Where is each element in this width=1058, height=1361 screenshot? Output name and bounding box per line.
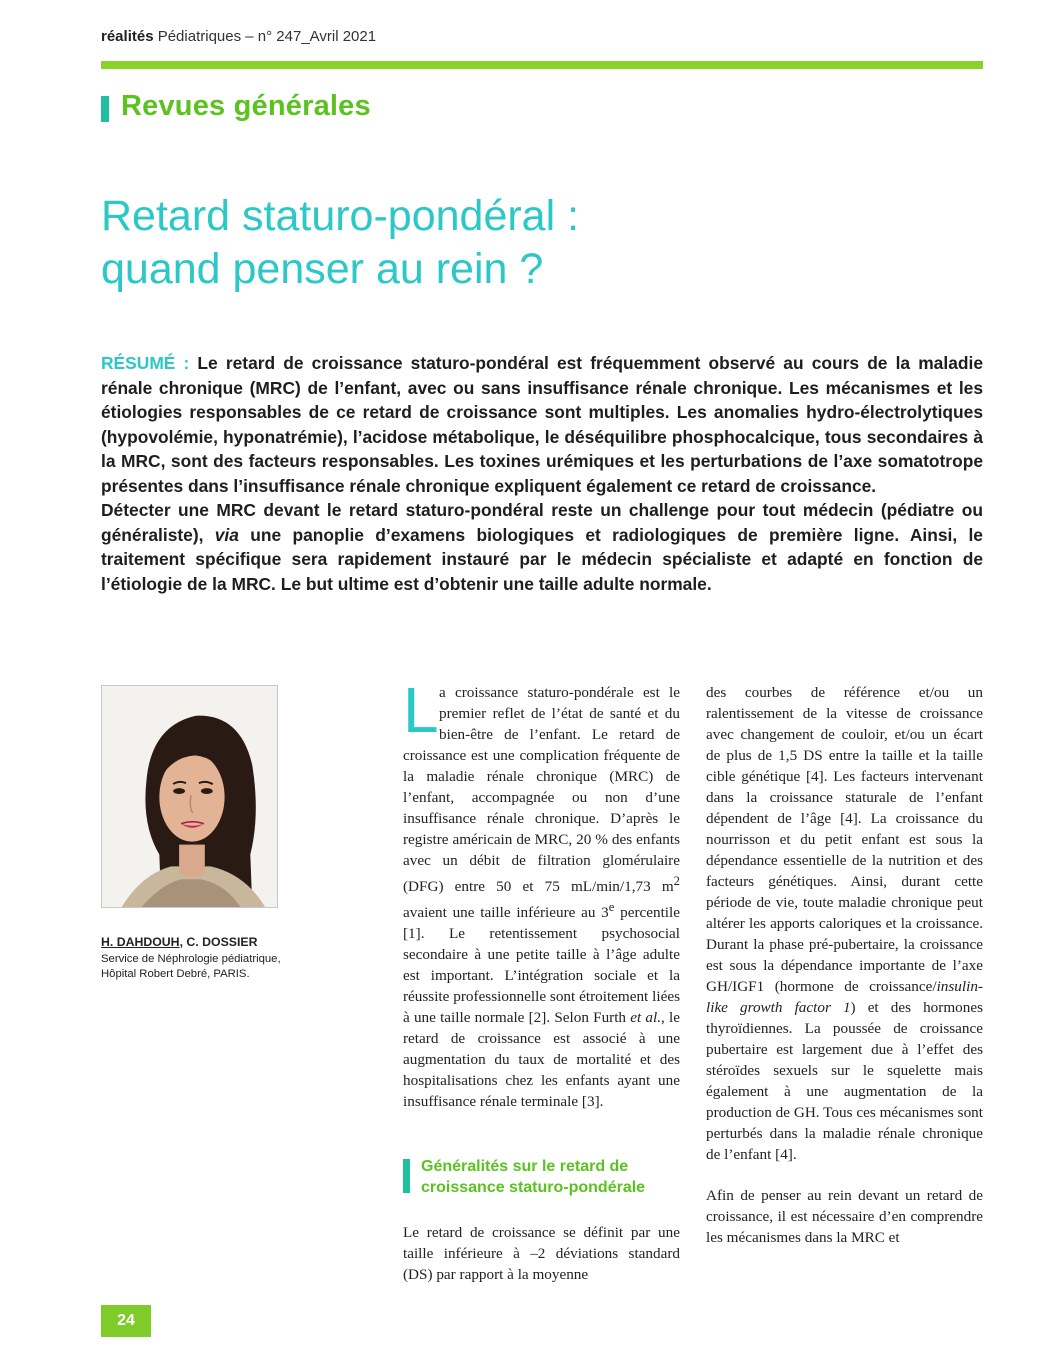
abstract-paragraph-2 xyxy=(101,498,983,596)
page-number: 24 xyxy=(101,1305,151,1337)
title-line-2: quand penser au rein ? xyxy=(101,245,544,293)
author-separator: , xyxy=(179,935,187,949)
intro-text-d: , le retard de croissance est associé à une augmentation du taux de mortalité et des hospitalisations chez les enfants ayant une insuffisance rénale terminale [3]. xyxy=(403,1009,680,1111)
body-column-1 xyxy=(403,674,680,1285)
intro-text-a: a croissance staturo-pondérale est le premier reflet de l’état de santé et du bien-être de l’enfant. Le retard de croissance est une complication fréquente de la maladie rénale chronique (MRC) de l’enfant, accompagnée ou non d’une insuffisance rénale chronique. D’après le registre américain de MRC, 20 % des enfants avec un débit de filtration glomérulaire (DFG) entre 50 et 75 mL/min/1,73 m xyxy=(403,684,680,896)
title-line-1: Retard staturo-pondéral : xyxy=(101,192,580,240)
et-al: et al. xyxy=(630,1009,662,1027)
subheading-marker xyxy=(403,1159,410,1193)
intro-text-c: percentile [1]. Le retentissement psychosocial secondaire à une petite taille à l’âge adulte est important. L’intégration sociale et la réussite professionnelle sont étroitement liées à une taille normale [2]. Selon Furth xyxy=(403,904,680,1027)
section-label: Revues générales xyxy=(121,90,371,122)
subheading xyxy=(403,1156,680,1198)
affiliation-line-2: Hôpital Robert Debré, PARIS. xyxy=(101,968,250,980)
abstract-text-1: Le retard de croissance staturo-pondéral est fréquemment observé au cours de la maladie rénale chronique (MRC) de l’enfant, avec ou sans insuffisance rénale chronique. Les mécanismes et les étiologies responsables de ce retard de croissance sont multiples. Les anomalies hydro-électrolytiques (hypovolémie, hyponatrémie), l’acidose métabolique, le déséquilibre phosphocalcique, tous secondaires à la MRC, sont des facteurs responsables. Les toxines urémiques et les perturbations de l’axe somatotrope présentes dans l’insuffisance rénale chronique expliquent également ce retard de croissance. xyxy=(101,353,983,496)
journal-name: réalités xyxy=(101,28,154,45)
authors xyxy=(101,935,257,949)
body-paragraph-intro xyxy=(403,674,680,1112)
affiliation xyxy=(101,952,316,982)
abstract xyxy=(101,351,983,596)
intro-text-b: avaient une taille inférieure au 3 xyxy=(403,904,609,922)
abstract-paragraph-1 xyxy=(101,351,983,498)
header-rule xyxy=(101,61,983,69)
body-paragraph-growth xyxy=(706,682,983,1165)
abstract-text-2a: Détecter une MRC devant le retard staturo-pondéral reste un challenge pour tout médecin (pédiatre ou généraliste), xyxy=(101,500,983,545)
article-title xyxy=(101,190,801,296)
journal-header xyxy=(101,28,376,45)
superscript-e: e xyxy=(608,900,615,915)
growth-italic: insulin-like growth factor 1 xyxy=(706,978,983,1016)
growth-text-b: ) et des hormones thyroïdiennes. La poussée de croissance pubertaire est largement due à l’effet des stéroïdes sexuels sur le squelette mais également à une augmentation de la production de GH. Tous ces mécanismes sont perturbés dans la maladie rénale chronique de l’enfant [4]. xyxy=(706,999,983,1163)
dropcap: L xyxy=(403,674,439,746)
superscript-2: 2 xyxy=(673,874,680,888)
subheading-text: Généralités sur le retard de croissance staturo-pondérale xyxy=(421,1158,646,1197)
author-2: C. DOSSIER xyxy=(186,935,258,949)
abstract-label: RÉSUMÉ : xyxy=(101,353,190,373)
affiliation-line-1: Service de Néphrologie pédiatrique, xyxy=(101,953,281,965)
abstract-text-2b: une panoplie d’examens biologiques et radiologiques de première ligne. Ainsi, le traitement spécifique sera rapidement instauré par le médecin spécialiste et adapté en fonction de l’étiologie de la MRC. Le but ultime est d’obtenir une taille adulte normale. xyxy=(101,524,983,594)
body-paragraph-kidney: Afin de penser au rein devant un retard de croissance, il est nécessaire d’en comprendre les mécanismes dans la MRC et xyxy=(706,1187,983,1246)
body-paragraph-definition: Le retard de croissance se définit par une taille inférieure à –2 déviations standard (DS) par rapport à la moyenne xyxy=(403,1224,680,1284)
author-photo xyxy=(101,685,278,908)
journal-issue: Pédiatriques – n° 247_Avril 2021 xyxy=(153,28,377,45)
abstract-via: via xyxy=(214,524,239,545)
growth-text-a: des courbes de référence et/ou un ralentissement de la vitesse de croissance avec changement de couloir, et/ou un écart de plus de 1,5 DS entre la taille et la taille cible génétique [4]. Les facteurs intervenant dans la croissance staturale de l’enfant dépendent de l’âge [4]. La croissance du nourrisson et du petit enfant est sous la dépendance essentielle de la nutrition et des facteurs génétiques. Ainsi, durant cette période de vie, toute maladie chronique peut altérer les apports caloriques et la croissance. Durant la phase pré-pubertaire, la croissance est sous la dépendance importante de l’axe GH/IGF1 (hormone de croissance/ xyxy=(706,684,983,995)
body-column-2 xyxy=(706,682,983,1248)
section-marker xyxy=(101,96,109,122)
author-1: H. DAHDOUH xyxy=(101,935,180,949)
